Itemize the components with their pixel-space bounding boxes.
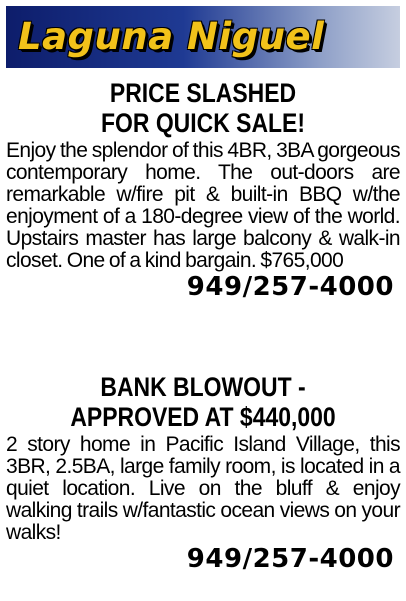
ad-description: 2 story home in Pacific Island Village, this 3BR, 2.5BA, large family room, is located in a quiet location. Live on the bluff & enjoy walking trails w/fantastic ocean views on your walks!: [6, 433, 400, 544]
banner: [6, 6, 400, 68]
ad-headline-line-1: PRICE SLASHED: [109, 78, 297, 108]
ad-description: Enjoy the splendor of this 4BR, 3BA gorgeous contemporary home. The out-doors are remarkable w/fire pit & built-in BBQ w/the enjoyment of a 180-degree view of the world. Upstairs master has large balcony & walk-in closet. One of a kind bargain. $765,000: [6, 139, 400, 272]
ad-phone-number: 949/257-4000: [186, 544, 394, 574]
ad-headline-line-2: FOR QUICK SALE!: [100, 108, 305, 138]
ad-phone-number: 949/257-4000: [186, 272, 394, 302]
banner-title: Laguna Niguel: [18, 15, 325, 58]
ad-headline-line-2: APPROVED AT $440,000: [70, 402, 336, 432]
ad-headline-line-1: BANK BLOWOUT -: [100, 372, 306, 402]
listing-ad-1: [6, 78, 400, 302]
listing-ad-2: [6, 372, 400, 574]
